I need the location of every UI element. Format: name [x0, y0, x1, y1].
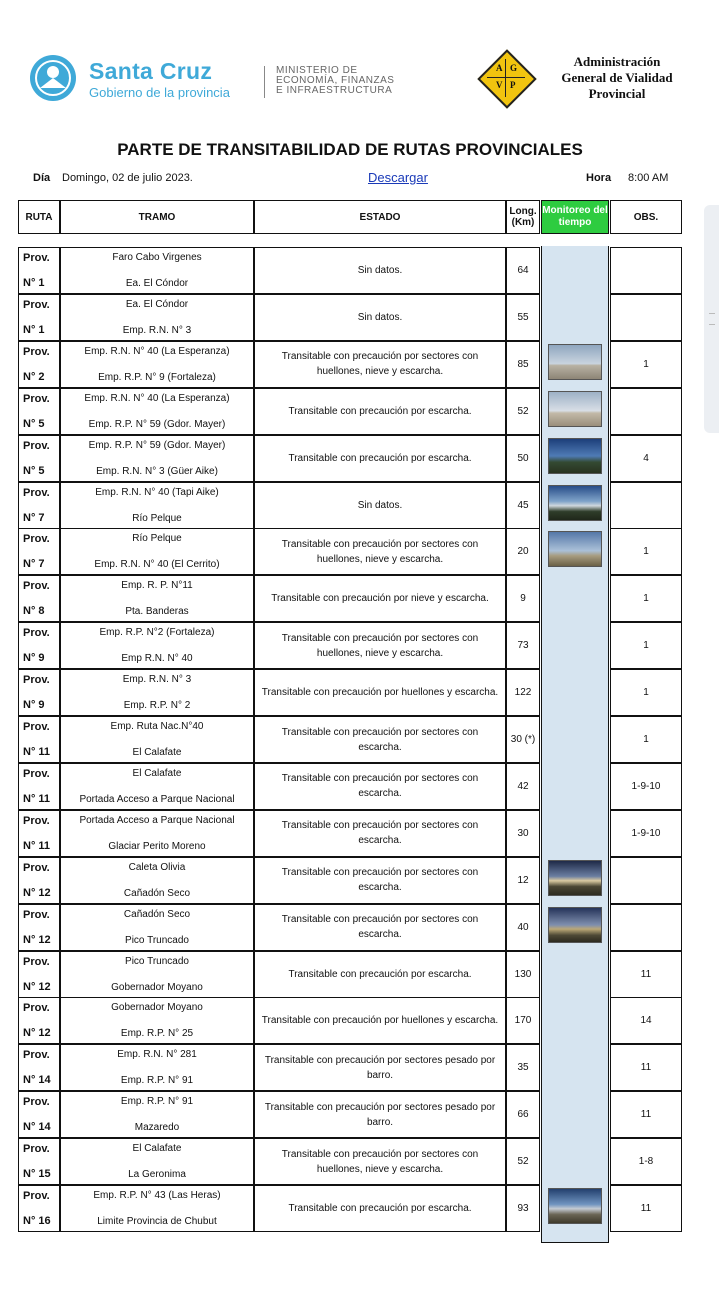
page-title: PARTE DE TRANSITABILIDAD DE RUTAS PROVINCIALES — [117, 140, 583, 159]
obs-cell: 1-9-10 — [610, 763, 682, 810]
table-row — [18, 1044, 682, 1091]
table-row — [18, 1138, 682, 1185]
segment-from: Río Pelque — [132, 533, 182, 545]
table-row — [18, 857, 682, 904]
length-cell: 170 — [506, 997, 540, 1044]
segment-from: Emp. R.N. N° 281 — [117, 1049, 197, 1061]
header-long: Long. (Km) — [506, 200, 540, 234]
route-cell: Prov. N° 5 — [18, 435, 60, 482]
ministry-label: MINISTERIO DE ECONOMÍA, FINANZAS E INFRAESTRUCTURA — [276, 65, 395, 96]
route-cell: Prov. N° 11 — [18, 810, 60, 857]
page-header — [0, 0, 719, 130]
obs-cell: 1 — [610, 575, 682, 622]
length-cell: 30 — [506, 810, 540, 857]
segment-from: Pico Truncado — [125, 955, 189, 967]
segment-from: Emp. R. P. N°11 — [121, 580, 193, 592]
route-cell: Prov. N° 9 — [18, 669, 60, 716]
length-cell: 122 — [506, 669, 540, 716]
length-cell: 12 — [506, 857, 540, 904]
obs-cell: 11 — [610, 1091, 682, 1138]
length-cell: 64 — [506, 247, 540, 294]
segment-cell — [60, 388, 254, 435]
segment-to: Gobernador Moyano — [111, 981, 203, 993]
segment-from: El Calafate — [132, 1143, 182, 1155]
segment-from: Emp. R.P. N° 43 (Las Heras) — [93, 1190, 221, 1201]
segment-to: Mazaredo — [134, 1122, 180, 1134]
segment-to: El Calafate — [132, 747, 182, 758]
day-value: Domingo, 02 de julio 2023. — [62, 172, 193, 184]
brand-title: Santa Cruz — [89, 58, 213, 84]
segment-to: Emp. R.P. N° 9 (Fortaleza) — [98, 371, 216, 383]
route-cell: Prov. N° 14 — [18, 1091, 60, 1138]
segment-from: Emp. R.N. N° 40 (La Esperanza) — [84, 392, 230, 404]
segment-cell — [60, 294, 254, 341]
table-row — [18, 997, 682, 1044]
segment-cell — [60, 622, 254, 669]
weather-camera-thumbnail[interactable] — [548, 860, 602, 896]
obs-cell: 1 — [610, 669, 682, 716]
agvp-logo-icon: A G V P — [478, 50, 534, 106]
length-cell: 35 — [506, 1044, 540, 1091]
segment-cell — [60, 1185, 254, 1232]
table-row — [18, 388, 682, 435]
header-ruta: RUTA — [18, 200, 60, 234]
segment-to: Emp. R.N. N° 3 — [122, 324, 192, 336]
table-row — [18, 904, 682, 951]
weather-camera-thumbnail[interactable] — [548, 531, 602, 567]
weather-camera-thumbnail[interactable] — [548, 907, 602, 943]
route-cell: Prov. N° 12 — [18, 904, 60, 951]
length-cell: 93 — [506, 1185, 540, 1232]
download-link[interactable]: Descargar — [368, 170, 428, 185]
route-cell: Prov. N° 7 — [18, 528, 60, 575]
day-label: Día — [33, 172, 51, 184]
table-row — [18, 575, 682, 622]
length-cell: 45 — [506, 482, 540, 529]
segment-cell — [60, 857, 254, 904]
status-cell: Transitable con precaución por sectores con huellones, nieve y escarcha. — [254, 622, 506, 669]
route-cell: Prov. N° 9 — [18, 622, 60, 669]
obs-cell — [610, 247, 682, 294]
segment-from: Emp. R.P. N° 59 (Gdor. Mayer) — [88, 439, 226, 451]
length-cell: 73 — [506, 622, 540, 669]
segment-to: Ea. El Cóndor — [125, 278, 189, 289]
obs-cell: 1 — [610, 528, 682, 575]
segment-from: Portada Acceso a Parque Nacional — [79, 814, 235, 826]
weather-camera-thumbnail[interactable] — [548, 485, 602, 521]
length-cell: 20 — [506, 528, 540, 575]
status-cell: Sin datos. — [254, 247, 506, 294]
segment-from: Emp. R.N. N° 40 (Tapi Aike) — [95, 486, 219, 498]
table-row — [18, 810, 682, 857]
segment-to: La Geronima — [128, 1169, 186, 1181]
route-cell: Prov. N° 11 — [18, 716, 60, 763]
segment-from: Emp. R.P. N° 91 — [120, 1096, 194, 1108]
segment-cell — [60, 904, 254, 951]
obs-cell: 14 — [610, 997, 682, 1044]
status-cell: Transitable con precaución por escarcha. — [254, 388, 506, 435]
table-row — [18, 341, 682, 388]
segment-from: Emp. R.P. N°2 (Fortaleza) — [99, 627, 215, 639]
segment-to: Río Pelque — [132, 512, 182, 524]
status-cell: Transitable con precaución por escarcha. — [254, 435, 506, 482]
segment-from: Caleta Olivia — [128, 861, 186, 873]
segment-cell — [60, 763, 254, 810]
segment-cell — [60, 435, 254, 482]
route-cell: Prov. N° 16 — [18, 1185, 60, 1232]
segment-cell — [60, 810, 254, 857]
segment-to: Glaciar Perito Moreno — [108, 840, 206, 852]
route-cell: Prov. N° 14 — [18, 1044, 60, 1091]
obs-cell — [610, 294, 682, 341]
segment-to: Pico Truncado — [125, 934, 189, 946]
segment-cell — [60, 482, 254, 529]
status-cell: Transitable con precaución por sectores con escarcha. — [254, 904, 506, 951]
segment-to: Emp. R.N. N° 3 (Güer Aike) — [96, 465, 218, 477]
brand-subtitle: Gobierno de la provincia — [89, 85, 230, 100]
status-cell: Transitable con precaución por sectores pesado por barro. — [254, 1091, 506, 1138]
status-cell: Sin datos. — [254, 294, 506, 341]
table-row — [18, 763, 682, 810]
table-row — [18, 716, 682, 763]
length-cell: 50 — [506, 435, 540, 482]
length-cell: 9 — [506, 575, 540, 622]
length-cell: 130 — [506, 951, 540, 998]
santa-cruz-logo-icon — [30, 55, 76, 101]
status-cell: Transitable con precaución por sectores pesado por barro. — [254, 1044, 506, 1091]
status-cell: Transitable con precaución por sectores con huellones, nieve y escarcha. — [254, 528, 506, 575]
segment-cell — [60, 247, 254, 294]
segment-from: Emp. Ruta Nac.N°40 — [110, 721, 204, 732]
weather-camera-thumbnail[interactable] — [548, 344, 602, 380]
obs-cell: 11 — [610, 1044, 682, 1091]
segment-to: Limite Provincia de Chubut — [97, 1216, 217, 1227]
segment-from: Emp. R.N. N° 40 (La Esperanza) — [84, 345, 230, 357]
segment-cell — [60, 669, 254, 716]
segment-from: Emp. R.N. N° 3 — [122, 674, 192, 686]
table-row — [18, 435, 682, 482]
status-cell: Transitable con precaución por nieve y escarcha. — [254, 575, 506, 622]
segment-to: Emp. R.P. N° 2 — [123, 700, 191, 712]
segment-to: Emp R.N. N° 40 — [121, 653, 193, 665]
segment-cell — [60, 951, 254, 998]
segment-to: Pta. Banderas — [125, 606, 189, 618]
header-obs: OBS. — [610, 200, 682, 234]
status-cell: Transitable con precaución por escarcha. — [254, 951, 506, 998]
obs-cell: 4 — [610, 435, 682, 482]
segment-from: Cañadón Seco — [123, 908, 191, 920]
segment-cell — [60, 1091, 254, 1138]
status-cell: Transitable con precaución por huellones y escarcha. — [254, 669, 506, 716]
segment-cell — [60, 1044, 254, 1091]
obs-cell: 1-9-10 — [610, 810, 682, 857]
table-row — [18, 247, 682, 294]
obs-cell: 11 — [610, 1185, 682, 1232]
segment-from: El Calafate — [132, 767, 182, 779]
segment-cell — [60, 575, 254, 622]
status-cell: Transitable con precaución por sectores con escarcha. — [254, 857, 506, 904]
route-cell: Prov. N° 12 — [18, 857, 60, 904]
obs-cell: 1 — [610, 716, 682, 763]
route-cell: Prov. N° 1 — [18, 247, 60, 294]
status-cell: Transitable con precaución por escarcha. — [254, 1185, 506, 1232]
route-cell: Prov. N° 12 — [18, 997, 60, 1044]
status-cell: Transitable con precaución por sectores con escarcha. — [254, 716, 506, 763]
route-cell: Prov. N° 1 — [18, 294, 60, 341]
table-row — [18, 669, 682, 716]
route-cell: Prov. N° 7 — [18, 482, 60, 529]
status-cell: Sin datos. — [254, 482, 506, 529]
status-cell: Transitable con precaución por huellones y escarcha. — [254, 997, 506, 1044]
segment-from: Gobernador Moyano — [111, 1002, 203, 1014]
table-row — [18, 622, 682, 669]
length-cell: 85 — [506, 341, 540, 388]
status-cell: Transitable con precaución por sectores con escarcha. — [254, 763, 506, 810]
table-row — [18, 294, 682, 341]
segment-to: Emp. R.N. N° 40 (El Cerrito) — [94, 559, 220, 571]
length-cell: 42 — [506, 763, 540, 810]
status-cell: Transitable con precaución por sectores con huellones, nieve y escarcha. — [254, 1138, 506, 1185]
route-cell: Prov. N° 2 — [18, 341, 60, 388]
obs-cell: 1 — [610, 622, 682, 669]
header-tramo: TRAMO — [60, 200, 254, 234]
route-cell: Prov. N° 5 — [18, 388, 60, 435]
segment-from: Faro Cabo Virgenes — [112, 252, 202, 263]
status-cell: Transitable con precaución por sectores con huellones, nieve y escarcha. — [254, 341, 506, 388]
length-cell: 30 (*) — [506, 716, 540, 763]
brand-divider — [264, 66, 265, 98]
segment-from: Ea. El Cóndor — [125, 298, 189, 310]
length-cell: 55 — [506, 294, 540, 341]
table-row — [18, 951, 682, 998]
obs-cell: 11 — [610, 951, 682, 998]
side-scroll-handle[interactable] — [704, 205, 719, 433]
segment-cell — [60, 528, 254, 575]
length-cell: 66 — [506, 1091, 540, 1138]
segment-cell — [60, 1138, 254, 1185]
obs-cell: 1-8 — [610, 1138, 682, 1185]
hour-value: 8:00 AM — [628, 172, 669, 184]
header-monitoreo: Monitoreo del tiempo — [541, 200, 609, 234]
segment-cell — [60, 716, 254, 763]
route-cell: Prov. N° 12 — [18, 951, 60, 998]
obs-cell — [610, 857, 682, 904]
segment-cell — [60, 341, 254, 388]
table-row — [18, 482, 682, 529]
segment-to: Emp. R.P. N° 59 (Gdor. Mayer) — [88, 418, 226, 430]
length-cell: 40 — [506, 904, 540, 951]
table-row — [18, 1185, 682, 1232]
obs-cell — [610, 482, 682, 529]
segment-to: Portada Acceso a Parque Nacional — [79, 793, 235, 805]
table-row — [18, 1091, 682, 1138]
header-estado: ESTADO — [254, 200, 506, 234]
segment-to: Emp. R.P. N° 25 — [120, 1028, 194, 1040]
segment-cell — [60, 997, 254, 1044]
obs-cell — [610, 904, 682, 951]
obs-cell — [610, 388, 682, 435]
length-cell: 52 — [506, 1138, 540, 1185]
obs-cell: 1 — [610, 341, 682, 388]
route-cell: Prov. N° 11 — [18, 763, 60, 810]
route-cell: Prov. N° 15 — [18, 1138, 60, 1185]
route-cell: Prov. N° 8 — [18, 575, 60, 622]
table-row — [18, 528, 682, 575]
weather-camera-thumbnail[interactable] — [548, 391, 602, 427]
hour-label: Hora — [586, 172, 612, 184]
segment-to: Emp. R.P. N° 91 — [120, 1075, 194, 1087]
status-cell: Transitable con precaución por sectores con escarcha. — [254, 810, 506, 857]
weather-camera-thumbnail[interactable] — [548, 438, 602, 474]
weather-camera-thumbnail[interactable] — [548, 1188, 602, 1224]
length-cell: 52 — [506, 388, 540, 435]
segment-to: Cañadón Seco — [123, 887, 191, 899]
agency-name: Administración General de Vialidad Provincial — [561, 54, 673, 101]
